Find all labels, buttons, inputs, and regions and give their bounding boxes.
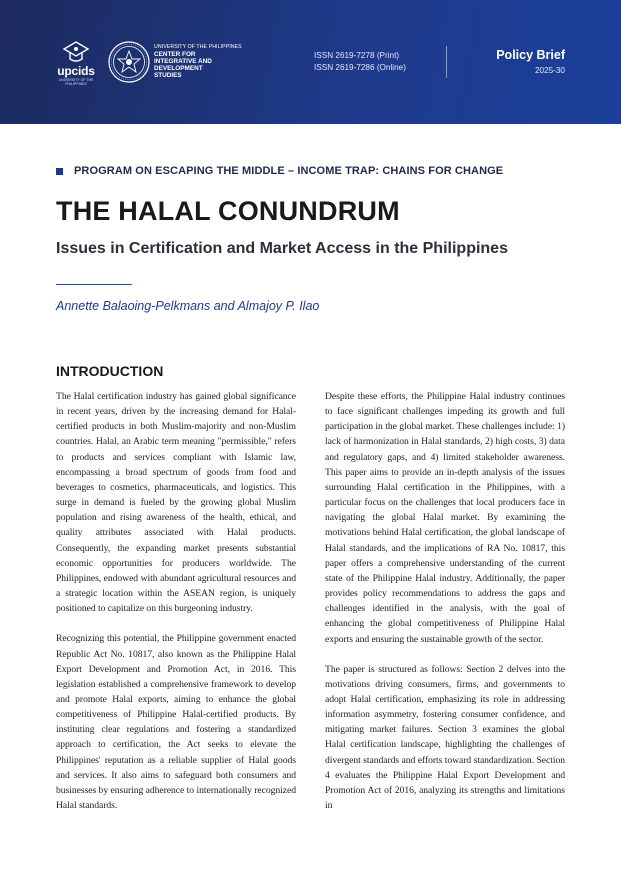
paragraph: The paper is structured as follows: Section 2 delves into the motivations driving consumers, firms, and governments to adopt Halal certification, emphasizing its role in addressing information asymmetry, fostering consumer confidence, and mitigating market failures. Section 3 examines the global Halal certification landscape, highlighting the challenges of divergent standards and efforts toward standardization. Section 4 evaluates the Philippine Halal Export Development and Promotion Act of 2016, analyzing its strengths and limitations in	[325, 663, 565, 812]
program-label	[56, 165, 503, 177]
authors: Annette Balaoing-Pelkmans and Almajoy P. Ilao	[56, 299, 320, 313]
program-bullet-icon	[56, 168, 63, 175]
upcids-logo	[54, 40, 98, 86]
center-name-line1: UNIVERSITY OF THE PHILIPPINES	[154, 44, 242, 50]
paragraph: Recognizing this potential, the Philippine government enacted Republic Act No. 10817, also known as the Philippine Halal Export Development and Promotion Act, in 2016. This legislation established a comprehensive framework to develop and promote Halal exports, aiming to enhance the global competitiveness of Philippine Halal-certified products. By instituting clear regulations and fostering a standardized approach to certification, the Act seeks to elevate the Philippines' reputation as a reliable supplier of Halal goods and services. It also aims to safeguard both consumers and businesses by ensuring adherence to internationally recognized Halal standards.	[56, 633, 296, 812]
issn-online: ISSN 2619-7286 (Online)	[314, 63, 406, 72]
center-name-line4: DEVELOPMENT	[154, 65, 203, 72]
issn-print: ISSN 2619-7278 (Print)	[314, 51, 400, 60]
upcids-logo-subtext: UNIVERSITY OF THE PHILIPPINES	[58, 78, 94, 86]
center-name	[154, 44, 284, 79]
issn-block	[314, 50, 406, 74]
up-seal-icon	[108, 41, 150, 83]
program-label-text: PROGRAM ON ESCAPING THE MIDDLE – INCOME TRAP: CHAINS FOR CHANGE	[74, 165, 504, 177]
doc-number: 2025-30	[534, 66, 565, 75]
section-heading: INTRODUCTION	[56, 363, 164, 379]
center-name-line5: STUDIES	[154, 72, 182, 79]
center-name-line3: INTEGRATIVE AND	[154, 58, 212, 65]
paragraph: Despite these efforts, the Philippine Halal industry continues to face significant challenges impeding its growth and full participation in the global market. These challenges include: 1) lack of harmonization in Halal standards, 2) high costs, 3) data and regulatory gaps, and 4) limited stakeholder awareness. This paper aims to provide an in-depth analysis of the issues surrounding Halal certification in the Philippines, with a particular focus on the challenges that local producers face in navigating the global Halal market. By examining the motivations behind Halal certification, the global landscape of Halal standards, and the implications of RA No. 10817, this paper offers a comprehensive understanding of the current state of the Philippine Halal industry. Additionally, the paper provides policy recommendations to address the gaps and challenges identified in the analysis, with the goal of enhancing the global competitiveness of Philippine Halal exports and ensuring the sustainable growth of the sector.	[325, 391, 565, 645]
header-banner	[0, 0, 621, 124]
page-subtitle: Issues in Certification and Market Access in the Philippines	[56, 240, 508, 257]
title-rule	[56, 284, 132, 285]
header-divider	[446, 46, 447, 78]
right-column	[325, 389, 565, 828]
left-column	[56, 389, 296, 828]
doc-type: Policy Brief	[496, 48, 565, 62]
upcids-wordmark: upcids	[57, 64, 95, 78]
page-title: THE HALAL CONUNDRUM	[56, 196, 400, 226]
center-name-line2: CENTER FOR	[154, 51, 196, 58]
paragraph: The Halal certification industry has gained global significance in recent years, driven by the increasing demand for Halal-certified products in both Muslim-majority and non-Muslim countries. Halal, an Arabic term meaning "permissible," refers to products and services compliant with Islamic law, encompassing a broad spectrum of goods from food and beverages to cosmetics, pharmaceuticals, and logistics. This surge in demand is fueled by the growing global Muslim population and rising awareness of the health, ethical, and quality attributes associated with Halal products. Consequently, the expanding market presents substantial economic opportunities for producers worldwide. The Philippines, endowed with abundant agricultural resources and a strategic location within the ASEAN region, is uniquely positioned to capitalize on this burgeoning industry.	[56, 391, 296, 615]
upcids-mark-icon	[61, 40, 91, 64]
